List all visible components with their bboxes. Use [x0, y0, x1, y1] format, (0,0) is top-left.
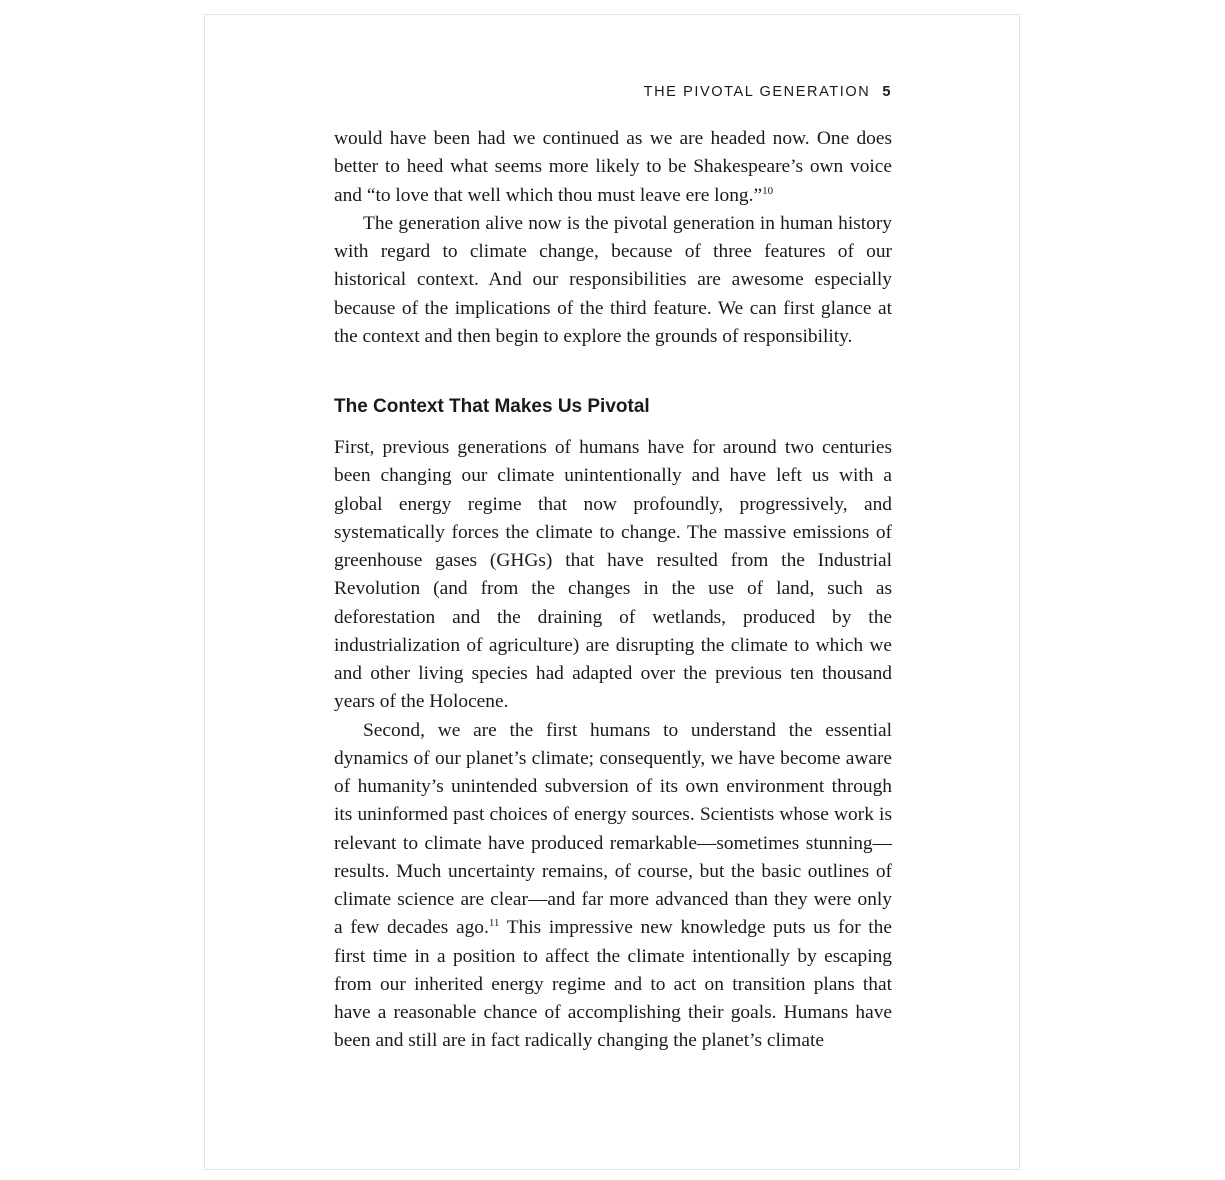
running-head	[644, 84, 892, 100]
paragraph-text: This impressive new knowledge puts us for the first time in a position to affect the climate intentionally by escaping from our inherited energy regime and to act on transition plans that have a reasonable chance of accomplishing their goals. Humans have been and still are in fact radically changing the planet’s climate	[334, 917, 892, 1052]
section-heading: The Context That Makes Us Pivotal	[334, 396, 650, 417]
paragraph-text: would have been had we continued as we are headed now. One does better to heed what seems more likely to be Shakespeare’s own voice and “to love that well which thou must leave ere long.”	[334, 128, 892, 206]
paragraph-second-feature	[334, 717, 892, 1056]
paragraph-first-feature: First, previous generations of humans have for around two centuries been changing our climate unintentionally and have left us with a global energy regime that now profoundly, progressively, and systematically forces the climate to change. The massive emissions of greenhouse gases (GHGs) that have resulted from the Industrial Revolution (and from the changes in the use of land, such as deforestation and the draining of wetlands, produced by the industrialization of agriculture) are disrupting the climate to which we and other living species had adapted over the previous ten thousand years of the Holocene.	[334, 437, 892, 713]
page-number: 5	[882, 84, 892, 100]
paragraph-text: Second, we are the first humans to understand the essential dynamics of our planet’s climate; consequently, we have become aware of humanity’s unintended subversion of its own environment through its uninformed past choices of energy sources. Scientists whose work is relevant to climate have produced remarkable—sometimes stunning—results. Much uncertainty remains, of course, but the basic outlines of climate science are clear—and far more advanced than they were only a few decades ago.	[334, 719, 892, 939]
book-page	[204, 14, 1020, 1170]
running-head-title: THE PIVOTAL GENERATION	[643, 84, 871, 100]
paragraph-continued	[334, 125, 892, 210]
body-text	[334, 125, 892, 1056]
paragraph-pivotal-generation: The generation alive now is the pivotal generation in human history with regard to climate change, because of three features of our historical context. And our responsibilities are awesome especially because of the implications of the third feature. We can first glance at the context and then begin to explore the grounds of responsibility.	[334, 212, 892, 347]
footnote-ref-10: 10	[762, 184, 774, 197]
footnote-ref-11: 11	[488, 917, 500, 930]
